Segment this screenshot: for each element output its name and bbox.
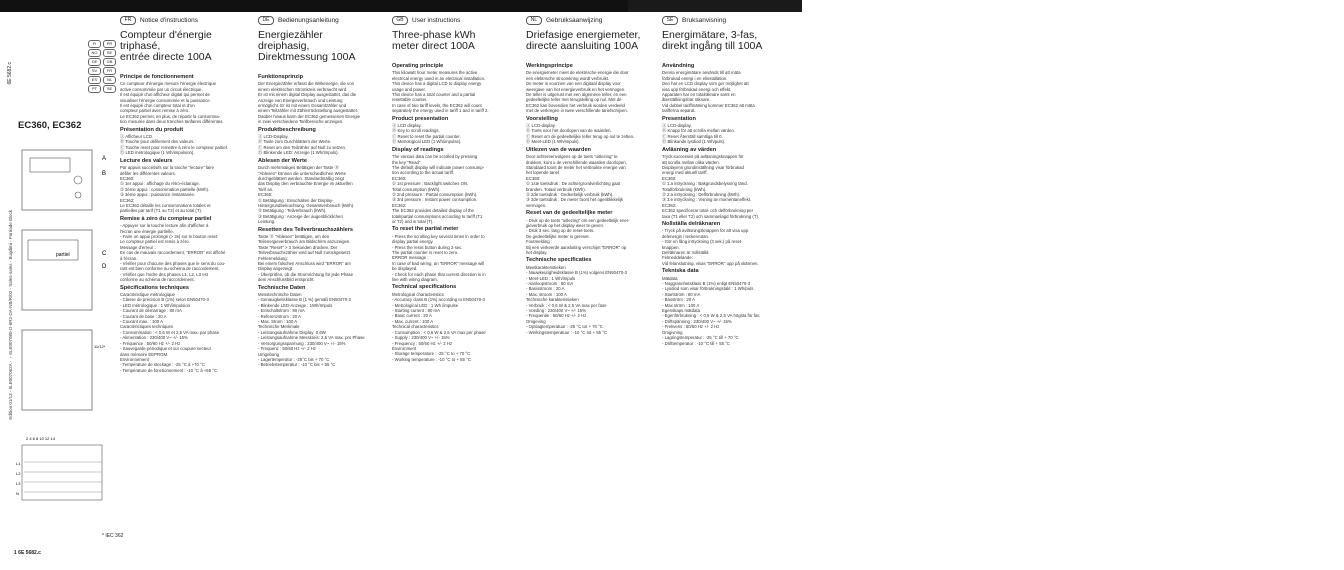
language-grid: FI PR NO SE DE GB SV FR ES NL PT SE bbox=[88, 40, 116, 94]
title-fr: Compteur d'énergie triphasé, entrée directe 100A bbox=[120, 29, 212, 63]
product-diagram bbox=[16, 140, 116, 540]
wire-n: N bbox=[16, 491, 19, 496]
label-c: C bbox=[102, 251, 107, 257]
title-de: Energiezähler dreiphasig, Direktmessung 100A bbox=[258, 29, 356, 63]
terminal-label: 2 4 6 8 10 12 14 bbox=[26, 436, 55, 441]
tab-de: DE Bedienungsanleitung bbox=[258, 15, 339, 25]
side-code: 6E 5682.c bbox=[7, 62, 13, 85]
column-fr: Compteur d'énergie triphasé, entrée directe 100A Principe de fonctionnement Ce compteur d'énergie mesure l'énergie électrique active consommée par un circuit électrique. Il est équipé d'un afficheur digital qui permet de visualiser l'énergie consommée et la puissance. Il est équipé d'un compteur total et d'un compteur partiel avec remise à zéro. Le EC362 permet, en plus, de répartir la consomma- tion mesurée dans deux tranches tarifaires différentes. Présentation du produit Ⓐ Afficheur LCD. Ⓑ Touche pour défilement des valeurs. Ⓒ Touche reset pour remettre à zéro le compteur partiel. Ⓓ LED métrologique (1 Wh/impulsion). Lecture des valeurs Par appuis successifs sur la touche "lecture" faire défiler les différentes valeurs. EC360: ① 1er appui : affichage du rétro-éclairage. ② 2ème appui : consommation partielle (kWh). ③ 3ème appui : puissance instantanée. EC362: Le EC362 détaille les consommations totales et partielles par tarif (T1 ou T2) et au total (T). Remise à zéro du compteur partiel - Appuyer sur la touche lecture afin d'afficher à l'écran une énergie partielle. - Faire un appui prolongé (> 3s) sur le bouton reset. Le compteur partiel est remis à zéro. Message d'erreur : En cas de mauvais raccordement, "ERROR" est affiché à l'écran. - Vérifier pour chacune des phases que le sens du cou- rant est bien conforme au schéma de raccordement. - Vérifier que l'ordre des phases L1, L2, L3 est conforme au schéma de raccordement. Spécifications techniques Caractéristique métrologique - Classe de précision B (1%) selon EN50470-3 - LED métrologique : 1 Wh/impulsion - Courant de démarrage : 80 mA - Courant de base : 20 A - Courant max. : 100 A Caractéristiques techniques - Consommation : < 0,6 W et 2,5 VA max. par phase - Alimentation : 230/400 V~ +/- 15% - Fréquence : 50/60 Hz +/- 2 Hz - Sauvegarde périodique et sur coupure secteur dans mémoire EEPROM. Environnement - Température de stockage : -25 °C à +70 °C - Température de fonctionnement : -10 °C à +55 °C bbox=[120, 30, 250, 375]
wire-l3: L3 bbox=[16, 481, 21, 486]
label-d: D bbox=[102, 264, 107, 270]
tab-se: SE Bruksanvisning bbox=[662, 15, 726, 25]
title-gb: Three-phase kWh meter direct 100A bbox=[392, 29, 476, 52]
wire-l2: L2 bbox=[16, 471, 21, 476]
title-nl: Driefasige energiemeter, directe aansluiting 100A bbox=[526, 29, 641, 52]
tab-fr: FR Notice d'instructions bbox=[120, 15, 198, 25]
time-label: 11/12* bbox=[94, 344, 106, 349]
column-de: Energiezähler dreiphasig, Direktmessung 100A Funktionsprinzip Der Energiezähler erfasst die Wirkenergie, die von einem elektrischen Stromkreis verbraucht wird. Er ist mit einem digital Display ausgestattet, das die Anzeige von Energieverbrauch und Leistung ermöglicht. Er ist mit einem Gesamtzähler und einem Teilzähler mit Zählerrückstellung ausgestattet. Daüber hinaus kann der EC362 gemessenen Energie in zwei verschiedene Tarifbereiche anzeigen. Produktbeschreibung Ⓐ LCD-Display. Ⓑ Taste zum Durchblättern der Werte. Ⓒ Reset um den Teilzähler auf Null zu setzen. Ⓓ Blinkende LED: Anzeige (1 Wh/Impuls). Ablesen der Werte Durch mehrmaliges Betätigen der Taste Ⓑ "Ablesen" können die unterschiedlichen Werte durchgeblättert werden. Standardmäßig zeigt das Display den verbrauchte Energie im aktuellen Tarif an. EC360: ① Betätigung : Einschalten der Display- Hintergrundbeleuchtung. Gesamtverbrauch (kWh). ② Betätigung : Teilverbrauch (kWh). ③ Betätigung : Anzeige der augenblicklichen Leistung. Resetten des Teilverbrauchszählers Taste Ⓑ "Ablesen" betätigen, um den Teilenergieverbrauch am Bildschirm anzuzeigen. Taste "Reset" > 3 Sekunden drücken. Der Teilverbrauchszähler wird auf Null zurückgesetzt. Fehlermeldung: Bei einem falschen Anschluss wird "ERROR" am Display angezeigt. - Überprüfen, ob die Stromrichtung für jede Phase dem Anschlussbild entspricht. Technische Daten Messtechnische Daten - Genauigkeitsklasse B (1 %) gemäß EN50470-3 - Blinkende LED-Anzeige : 1Wh/Impuls - Einschaltstrom : 80 mA - Referenzstrom : 20 A - Max. Strom : 100 A Technische Merkmale - Leistungsaufnahme Display: 0,6W - Leistungsaufnahme Messkreis: 2,5 VA max. pro Phase - Versorgungsspannung : 230/400 V~ +/- 15% - Frequenz : 50/60 Hz +/- 2 Hz Umgebung - Lagertemperatur : -25°C bis + 70 °C - Betriebstemperatur : -10 °C bis + 55 °C bbox=[258, 30, 388, 370]
doc-code: 1 6E 5682.c bbox=[14, 550, 41, 556]
label-b: B bbox=[102, 171, 107, 177]
edition-note: Edition 01/13 - 6LE007062A - ÷6LE007080-D-6R2-DA-NB/R/02 - Sales-sales - Bugdimi - Parriade Block bbox=[8, 210, 13, 420]
iec-note: * IEC 362 bbox=[102, 533, 124, 539]
brand-logo: hager bbox=[1313, 1, 1344, 13]
label-a: A bbox=[102, 156, 107, 162]
column-gb: Three-phase kWh meter direct 100A Operating principle This kilowatt hour meter measures the active electrical energy used in an electrical installation. This device has a digital LCD to display energy usage and power. This device has a total counter and a partial resettable counter. In case of two tariff levels, the EC362 will count separately the energy used in tariff 1 and in tariff 2. Product presentation Ⓐ LCD display. Ⓑ Key to scroll readings. Ⓒ Reset to reset the partial counter. Ⓓ Metrological LED (1 Wh/impulse). Display of readings The various data can be scrolled by pressing the key "Read". The default display will indicate power consump- tion according to the actual tariff. EC360: ① 1st pressure : Backlight switches ON. Total consumption (kWh). ② 2nd pressure : Partial consumption (kWh). ③ 3rd pressure : Instant power consumption. EC362: The EC362 provides detailed display of the total/partial consumptions according to tariff (T1 or T2) and in total (T). To reset the partial meter - Press the scrolling key several times in order to display partial energy. - Press the reset button during 3 sec. The partial counter is reset to zero. ERROR message : In case of bad wiring, an "ERROR" message will be displayed. - Check for each phase that current direction is in line with wiring diagram. Technical specifications Metrological characteristics - Accuracy class B (1%) according to EN50470-3 - Metrological LED : 1 Wh /impulse - Starting current : 80 mA - Basic current : 20 A - Max. current : 100 A Technical characteristics - Consumption : < 0,6 W & 2,5 VA max per phase - Supply : 230/400 V~ +/- 15% - Frequency : 50/60 Hz +/- 2 Hz Environment - Storage temperature : -25 °C to + 70 °C - Working temperature : -10 °C to + 55 °C bbox=[392, 30, 522, 364]
column-nl: Driefasige energiemeter, directe aansluiting 100A Werkingsprincipe De energiemeter meet de elektrische energie die door een elektrische stroomkring wordt verbruikt. De meter is voorzien van een digitaal display voor weergave van het energieverbruik en het vermogen. De teller is uitgerust met een algemene teller, en een gedeeltelijke teller met terugstelling op nul. Met de EC362 kan bovendien het verbruik worden verdeeld met de verkregen in twee verschillende tariefschijven. Voorstelling Ⓐ LCD-display. Ⓑ Toets voor het doorlopen van de waarden. Ⓒ Reset om de gedeeltelijke teller terug op nul te zetten. Ⓓ Meet-LED (1 Wh/impuls). Uitlezen van de waarden Door achtereenvolgens op de toets "uitlezing" te drukken, kunt u de verschillende waarden doorlopen. Standaard toont de meter het verbruikte energie van het lopende tarief. EC360: ① 1ste toetsdruk : De achtergrondverlichting gaat branden. Totaal verbruik (kWh). ② 2de toetsdruk : Gedeeltelijk verbruik (kWh). ③ 3de toetsdruk : De meter toont het ogenblikkelijk vermogen. Reset van de gedeeltelijke meter - Druk op de toets "uitlezing" om een gedeeltelijk ener- gieverbruik op het display weer te geven. - Druk 3 sec. lang op de reset-toets. De gedeeltelijke meter is gereset. Foutmelding : Bij een verkeerde aansluiting verschijnt "ERROR" op het display. Technische specificaties Meetkarakteristieken - Nauwkeurigheidsklasse B (1%) volgens EN50470-3 - Meet-LED : 1 Wh/impuls - Aanloopstroom : 80 mA - Basisstroom : 20 A - Max. stroom : 100 A Technische karakteristieken - Verbruik : < 0,6 W & 2,5 VA max per fase - Voeding : 230/400 V~ +/- 15% - Frequentie : 50/60 Hz +/- 2 Hz Omgeving - Opslagtemperatuur : -25 °C tot + 70 °C - Werkingstemperatuur : -10 °C tot + 55 °C bbox=[526, 30, 656, 337]
tab-gb: GB User instructions bbox=[392, 15, 460, 25]
wire-l1: L1 bbox=[16, 461, 21, 466]
brand-bar bbox=[628, 0, 1344, 13]
tab-nl: NL Gebruiksaanwijzing bbox=[526, 15, 602, 25]
column-se: Energimätare, 3-fas, direkt ingång till 100A Användning Denna energimätare används till att mäta förbrukad energi i en elinstallation. Den har en LCD display som ger möjlighet att visa upp förbrukad energi och effekt. Apparaten har en totalräknare samt en återställningsbar räknare. Vid dubbel tariffmätning kommer EC362 att mäta tarifferna separat. Presentation Ⓐ LCD-display. Ⓑ Knapp för att scrolla mellan värden. Ⓒ Reset Återställ samtliga till 0. Ⓓ Blinkande lysdiod (1 Wh/puls). Avläsning av värden Tryck successivt på avläsningsknappen för att scrolla mellan olika värden. Displayens grundinställning visar förbrukad energi med aktuell tariff. EC360: ① 1:a intryckning : Bakgrundsbelysning tänd. Totalförbrukning (kWh). ② 2:a intryckning : Delförbrukning (kWh). ③ 3:e intryckning : Visning av momentaneffekt. EC362: EC362 specificerar total- och delförbrukning per taxa (T1 eller T2) och sammanlagd förbrukning (T). Nollställa delräknaren - Tryck på avläsningsknappen för att visa upp delenergin i teckenrutan. - Gör en lång intryckning (3 sek.) på reset- knappen. Delräknaren är nollställd. Felmeddelande: Vid felanslutning, visas "ERROR" upp på skärmen. Tekniska data Mätdata - Noggrannhetsklass B (1%) enligt EN50470-3 - Lysdiod som visar förbrukningstakt : 1 Wh/puls - Startström : 80 mA - Basström : 20 A - Max ström : 100 A Egenskaps mätdata - Egenförbrukning : < 0,6 W & 2,5 VA högsta för fas - Driftspänning : 230/400 V~ +/- 15% - Frekvens : 50/60 Hz +/- 2 Hz Omgivning - Lagringstemperatur : -25 °C till + 70 °C - Drifttemperatur : -10 °C till + 55 °C bbox=[662, 30, 796, 348]
partial-label: partiel bbox=[56, 252, 70, 258]
product-name: EC360, EC362 bbox=[18, 120, 82, 131]
title-se: Energimätare, 3-fas, direkt ingång till 100A bbox=[662, 29, 763, 52]
